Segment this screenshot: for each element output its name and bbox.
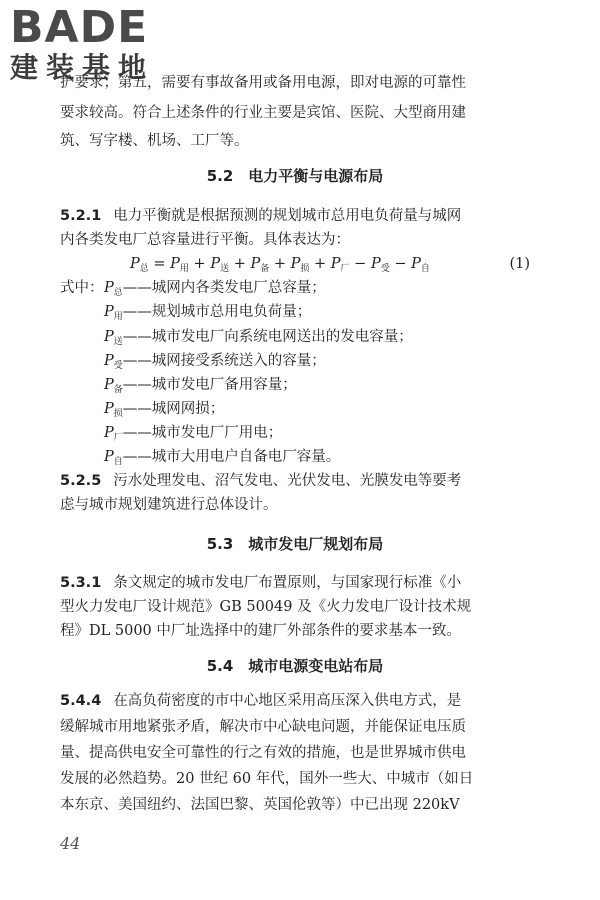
subscript: 备: [260, 264, 270, 274]
definition-item: [104, 327, 534, 352]
clause-5-4-4-line-1: [60, 691, 530, 711]
intro-line-3: 筑、写字楼、机场、工厂等。: [60, 133, 249, 149]
equation-term: $P_送$: [210, 256, 230, 274]
clause-number: 5.4.4: [60, 693, 102, 709]
subscript: 总: [139, 264, 149, 274]
clause-5-4-4-line-4: 发展的必然趋势。20 世纪 60 年代，国外一些大、中城市（如日: [60, 771, 474, 787]
definition-text: ——城网内各类发电厂总容量；: [122, 280, 326, 296]
clause-number: 5.2.1: [60, 208, 102, 224]
clause-number: 5.2.5: [60, 473, 102, 489]
where-label: 式中：: [60, 280, 104, 296]
intro-line-2: 要求较高。符合上述条件的行业主要是宾馆、医院、大型商用建: [60, 105, 466, 121]
logo-text-bottom: 建装基地: [10, 51, 155, 84]
clause-text: 电力平衡就是根据预测的规划城市总用电负荷量与城网: [113, 208, 462, 224]
intro-line-1: 护要求；第五，需要有事故备用或备用电源，即对电源的可靠性: [60, 75, 466, 91]
clause-text: 在高负荷密度的市中心地区采用高压深入供电方式，是: [113, 693, 462, 709]
definition-text: ——城市发电厂备用容量；: [122, 377, 297, 393]
definition-item: [104, 302, 534, 327]
clause-5-3-1-line-1: [60, 573, 530, 593]
subscript: 送: [113, 337, 123, 347]
subscript: 损: [300, 264, 310, 274]
definition-symbol: $P_备$: [104, 377, 123, 395]
definition-item: [104, 447, 534, 472]
definition-item: [104, 351, 534, 376]
subscript: 总: [113, 288, 123, 298]
clause-5-4-4-line-2: 缓解城市用地紧张矛盾，解决市中心缺电问题，并能保证电压质: [60, 719, 466, 735]
clause-5-2-1-line-1: [60, 206, 530, 226]
equation-term: $P_备$: [250, 256, 270, 274]
equation-term: $P_受$: [370, 256, 390, 274]
subscript: 自: [420, 264, 430, 274]
equation-term: $P_损$: [290, 256, 310, 274]
subscript: 用: [113, 312, 123, 322]
clause-5-3-1-line-3: 程》DL 5000 中厂址选择中的建厂外部条件的要求基本一致。: [60, 623, 461, 639]
equation-operator: +: [309, 256, 331, 272]
equation-lhs: $P_总$: [130, 256, 149, 274]
definition-item: [104, 375, 534, 400]
subscript: 损: [113, 409, 123, 419]
subscript: 用: [179, 264, 189, 274]
logo-text-top: BADE: [10, 2, 149, 53]
equation-operator: +: [188, 256, 211, 272]
clause-number: 5.3.1: [60, 575, 102, 591]
equation-term: $P_用$: [170, 256, 189, 274]
subscript: 自: [113, 457, 123, 467]
clause-text: 污水处理发电、沼气发电、光伏发电、光膜发电等要考: [113, 473, 462, 489]
equation-number: (1): [509, 256, 530, 272]
definition-symbol: $P_厂$: [104, 425, 123, 443]
definition-text: ——城市发电厂向系统电网送出的发电容量；: [122, 329, 413, 345]
subscript: 送: [220, 264, 230, 274]
equation-term: $P_自$: [411, 256, 430, 274]
equation-operator: −: [349, 256, 371, 272]
subscript: 厂: [113, 433, 123, 443]
definition-symbol: $P_损$: [104, 401, 123, 419]
clause-5-4-4-line-3: 量、提高供电安全可靠性的行之有效的措施，也是世界城市供电: [60, 745, 466, 761]
clause-5-2-1-line-2: 内各类发电厂总容量进行平衡。具体表达为：: [60, 232, 350, 248]
definition-symbol: $P_用$: [104, 304, 123, 322]
section-heading-5-2: 5.2 电力平衡与电源布局: [206, 167, 384, 185]
subscript: 受: [380, 264, 390, 274]
subscript: 备: [113, 385, 123, 395]
definition-symbol: $P_总$: [104, 280, 123, 298]
equation-operator: =: [148, 256, 171, 272]
subscript: 厂: [340, 264, 350, 274]
definition-text: ——城网接受系统送入的容量；: [122, 353, 326, 369]
definition-symbol: $P_送$: [104, 329, 123, 347]
definition-item: [104, 278, 534, 303]
definition-text: ——城网网损；: [122, 401, 225, 417]
section-heading-5-3: 5.3 城市发电厂规划布局: [206, 535, 384, 553]
definition-symbol: $P_受$: [104, 353, 123, 371]
clause-5-3-1-line-2: 型火力发电厂设计规范》GB 50049 及《火力发电厂设计技术规: [60, 599, 472, 615]
definition-item: [104, 399, 534, 424]
clause-5-2-5-line-1: [60, 471, 530, 491]
equation-operator: +: [269, 256, 291, 272]
section-heading-5-4: 5.4 城市电源变电站布局: [206, 657, 384, 675]
subscript: 受: [113, 361, 123, 371]
equation-term: $P_厂$: [330, 256, 350, 274]
bade-logo: [10, 2, 180, 86]
power-balance-equation: [130, 254, 530, 279]
equation-operator: +: [229, 256, 251, 272]
clause-text: 条文规定的城市发电厂布置原则，与国家现行标准《小: [113, 575, 462, 591]
definition-text: ——城市发电厂厂用电；: [122, 425, 283, 441]
definition-symbol: $P_自$: [104, 449, 123, 467]
clause-5-2-5-line-2: 虑与城市规划建筑进行总体设计。: [60, 497, 278, 513]
equation-operator: −: [389, 256, 412, 272]
definition-text: ——规划城市总用电负荷量；: [122, 304, 312, 320]
clause-5-4-4-line-5: 本东京、美国纽约、法国巴黎、英国伦敦等）中已出现 220kV: [60, 797, 460, 813]
definition-text: ——城市大用电户自备电厂容量。: [122, 449, 341, 465]
page-number: 44: [60, 834, 81, 853]
definition-item: [104, 423, 534, 448]
